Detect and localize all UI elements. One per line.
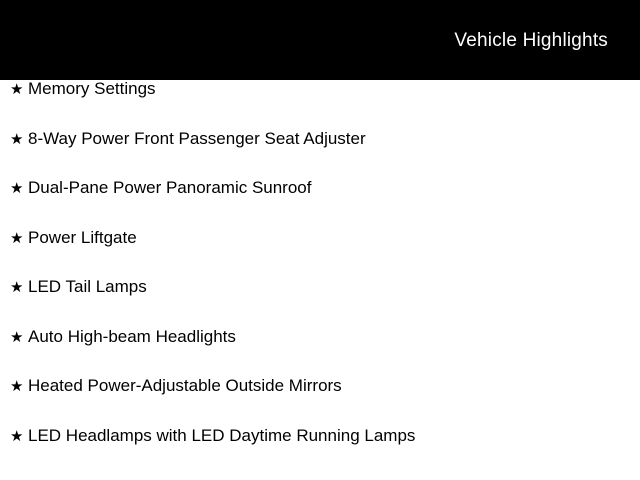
list-item — [0, 80, 640, 130]
star-bullet-icon: ★ — [10, 427, 24, 445]
star-bullet-icon: ★ — [10, 81, 24, 98]
list-item — [0, 377, 640, 427]
list-item-label: Dual-Pane Power Panoramic Sunroof — [28, 178, 312, 197]
list-item-label: LED Tail Lamps — [28, 277, 147, 296]
list-item-label: Auto High-beam Headlights — [28, 326, 236, 346]
vehicle-highlights-list — [0, 80, 640, 476]
star-bullet-icon: ★ — [10, 229, 24, 247]
page-title: Vehicle Highlights — [454, 29, 608, 51]
star-bullet-icon: ★ — [10, 279, 24, 296]
list-item — [0, 278, 640, 328]
star-bullet-icon: ★ — [10, 328, 24, 346]
list-item-label: LED Headlamps with LED Daytime Running Lamps — [28, 425, 416, 445]
list-item-label: Heated Power-Adjustable Outside Mirrors — [28, 376, 342, 395]
star-bullet-icon: ★ — [10, 378, 24, 395]
list-item — [0, 229, 640, 279]
star-bullet-icon: ★ — [10, 180, 24, 197]
list-item — [0, 130, 640, 180]
list-item — [0, 179, 640, 229]
list-item — [0, 328, 640, 378]
star-bullet-icon: ★ — [10, 130, 24, 148]
list-item-label: 8-Way Power Front Passenger Seat Adjuster — [28, 128, 366, 148]
list-item-label: Memory Settings — [28, 79, 156, 98]
list-item — [0, 427, 640, 477]
header-bar — [0, 0, 640, 80]
list-item-label: Power Liftgate — [28, 227, 137, 247]
